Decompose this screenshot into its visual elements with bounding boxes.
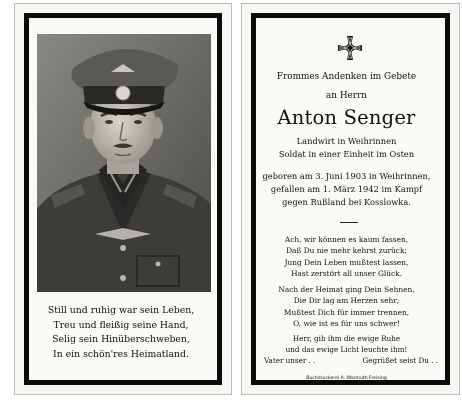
poem-line: Ach, wir können es kaum fassen, [284, 235, 409, 244]
memorial-text-card [241, 3, 460, 395]
death-line: gefallen am 1. März 1942 im Kampf [270, 184, 423, 194]
verse-line: Selig sein Hinüberschweben, [52, 334, 190, 346]
memento-heading: Frommes Andenken im Gebete [276, 72, 417, 82]
prayer [252, 333, 441, 356]
left-verse [29, 304, 213, 362]
divider [340, 222, 358, 223]
closing-prayer-right: Gegrüßet seist Du . . [362, 356, 438, 365]
poem-line: Nach der Heimat ging Dein Sehnen, [278, 285, 415, 294]
verse-line: Treu und fleißig seine Hand, [53, 319, 189, 331]
printer-imprint: Buchdruckerei A. Warmuth Freising [306, 376, 387, 381]
service-line: Soldat in einer Einheit im Osten [278, 149, 415, 159]
prayer-line: und das ewige Licht leuchte ihm! [285, 345, 408, 355]
poem-line: Mußtest Dich für immer trennen, [283, 307, 410, 317]
prayer-line: Herr, gib ihm die ewige Ruhe [292, 334, 401, 343]
iron-cross-icon [336, 34, 364, 62]
birth-line: geboren am 3. Juni 1903 in Weihrinnen, [262, 171, 431, 181]
poem-line: O, wie ist es für uns schwer! [293, 318, 400, 328]
deceased-name: Anton Senger [277, 106, 416, 129]
closing-prayer-left: Vater unser . . [264, 356, 316, 365]
poem-line: Die Dir lag am Herzen sehr; [293, 296, 400, 306]
verse-line: Still und ruhig war sein Leben, [47, 305, 195, 316]
verse-line: In ein schön'res Heimatland. [53, 348, 189, 360]
occupation-line: Landwirt in Weihrinnen [296, 136, 397, 146]
poem-line: Hast zerstört all unser Glück. [291, 268, 402, 278]
poem-line: Daß Du nie mehr kehrst zurück; [286, 246, 407, 256]
poem-stanza-1 [252, 234, 441, 279]
poem-line: Jung Dein Leben mußtest lassen, [284, 257, 409, 267]
portrait-card [14, 3, 232, 395]
dedication-line: an Herrn [325, 91, 368, 101]
soldier-portrait-photo [37, 34, 211, 292]
poem-stanza-2 [252, 284, 441, 329]
death-place-line: gegen Rußland bei Kosslowka. [282, 197, 411, 207]
